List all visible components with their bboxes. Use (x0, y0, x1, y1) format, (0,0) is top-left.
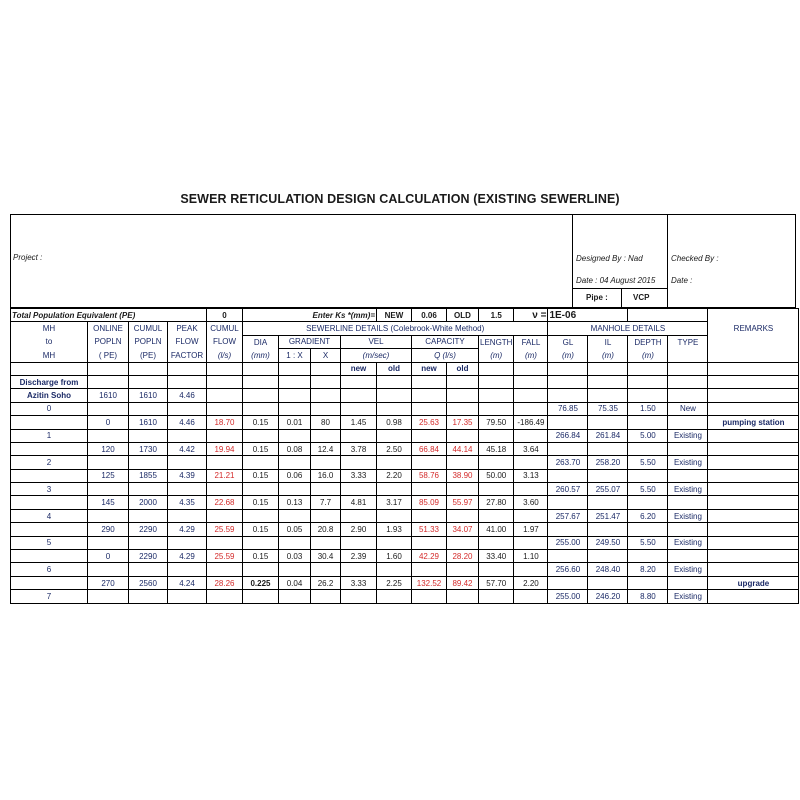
manhole-row (11, 590, 799, 603)
pipe-length: 50.00 (479, 469, 514, 482)
manhole-row (11, 429, 799, 442)
pipe-dia: 0.15 (243, 416, 279, 429)
depth: 5.50 (628, 536, 668, 549)
cumul-flow: 28.26 (207, 576, 243, 589)
depth: 5.50 (628, 456, 668, 469)
online-popln: 125 (88, 469, 129, 482)
manhole-type: Existing (668, 590, 708, 603)
pipe-length: 45.18 (479, 442, 514, 455)
peak-factor: 4.35 (168, 496, 207, 509)
summary-row: Total Population Equivalent (PE) 0 Enter Ks *(mm)= NEW 0.06 OLD 1.5 ν = 1E-06 (11, 309, 799, 322)
vel-new: 3.33 (341, 469, 377, 482)
depth: 8.80 (628, 590, 668, 603)
remark: upgrade (708, 576, 799, 589)
pipe-dia: 0.15 (243, 442, 279, 455)
gradient-x: 12.4 (311, 442, 341, 455)
invert-level: 249.50 (588, 536, 628, 549)
manhole-row (11, 509, 799, 522)
column-header-row-1: MH ONLINE CUMUL PEAK CUMUL SEWERLINE DETAILS (Colebrook-White Method) MANHOLE DETAILS REMARKS (11, 322, 799, 335)
pipe-label: Pipe : (586, 293, 608, 302)
discharge-label-row: Discharge from (11, 375, 799, 388)
pipe-length: 27.80 (479, 496, 514, 509)
capacity-old: 55.97 (447, 496, 479, 509)
cumul-flow: 18.70 (207, 416, 243, 429)
capacity-old: 34.07 (447, 523, 479, 536)
online-popln: 290 (88, 523, 129, 536)
cumul-popln: 2290 (129, 550, 168, 563)
gradient-x: 16.0 (311, 469, 341, 482)
capacity-new: 42.29 (412, 550, 447, 563)
pipe-row (11, 496, 799, 509)
column-header-row-4: new old new old (11, 362, 799, 375)
depth: 1.50 (628, 402, 668, 415)
gradient-x: 20.8 (311, 523, 341, 536)
date-checked: Date : (671, 276, 693, 285)
gradient: 0.01 (279, 416, 311, 429)
gradient: 0.03 (279, 550, 311, 563)
depth: 5.50 (628, 483, 668, 496)
pipe-fall: 3.64 (514, 442, 548, 455)
manhole-type: New (668, 402, 708, 415)
pipe-length: 79.50 (479, 416, 514, 429)
online-popln: 120 (88, 442, 129, 455)
gradient-x: 7.7 (311, 496, 341, 509)
ground-level: 76.85 (548, 402, 588, 415)
capacity-old: 44.14 (447, 442, 479, 455)
cumul-popln: 2290 (129, 523, 168, 536)
manhole-row (11, 483, 799, 496)
pipe-row (11, 550, 799, 563)
cumul-popln: 2560 (129, 576, 168, 589)
pipe-fall: 3.60 (514, 496, 548, 509)
pipe-fall: 3.13 (514, 469, 548, 482)
manhole-label: 3 (11, 483, 88, 496)
pipe-dia: 0.15 (243, 550, 279, 563)
vel-new: 1.45 (341, 416, 377, 429)
cumul-flow: 19.94 (207, 442, 243, 455)
invert-level: 255.07 (588, 483, 628, 496)
vel-old: 0.98 (377, 416, 412, 429)
ground-level: 255.00 (548, 590, 588, 603)
pipe-length: 57.70 (479, 576, 514, 589)
peak-factor: 4.24 (168, 576, 207, 589)
vel-old: 2.50 (377, 442, 412, 455)
column-header-row-3: MH ( PE) (PE) FACTOR (l/s) (mm) 1 : X X (m/sec) Q (l/s) (m) (m) (m) (m) (m) (11, 349, 799, 362)
date-designed: Date : 04 August 2015 (576, 276, 656, 285)
cumul-flow: 21.21 (207, 469, 243, 482)
online-popln: 270 (88, 576, 129, 589)
ground-level: 256.60 (548, 563, 588, 576)
cumul-flow: 25.59 (207, 523, 243, 536)
gradient-x: 26.2 (311, 576, 341, 589)
manhole-row (11, 563, 799, 576)
manhole-row (11, 536, 799, 549)
vel-old: 1.60 (377, 550, 412, 563)
capacity-new: 66.84 (412, 442, 447, 455)
vel-old: 2.25 (377, 576, 412, 589)
pipe-dia: 0.15 (243, 523, 279, 536)
cumul-popln: 1610 (129, 416, 168, 429)
pipe-length: 41.00 (479, 523, 514, 536)
manhole-type: Existing (668, 536, 708, 549)
vel-old: 1.93 (377, 523, 412, 536)
pipe-row (11, 523, 799, 536)
capacity-old: 89.42 (447, 576, 479, 589)
cumul-popln: 1730 (129, 442, 168, 455)
peak-factor: 4.46 (168, 416, 207, 429)
depth: 5.00 (628, 429, 668, 442)
manhole-row (11, 402, 799, 415)
remarks-header: REMARKS (708, 322, 799, 335)
pipe-row (11, 576, 799, 589)
invert-level: 75.35 (588, 402, 628, 415)
vel-old: 2.20 (377, 469, 412, 482)
depth: 6.20 (628, 509, 668, 522)
manhole-type: Existing (668, 429, 708, 442)
project-header (10, 214, 796, 308)
pipe-row (11, 442, 799, 455)
manhole-label: 0 (11, 402, 88, 415)
invert-level: 246.20 (588, 590, 628, 603)
page-title: SEWER RETICULATION DESIGN CALCULATION (EXISTING SEWERLINE) (180, 192, 620, 206)
manhole-label: 5 (11, 536, 88, 549)
discharge-source-row: Azitin Soho 1610 1610 4.46 (11, 389, 799, 402)
pipe-dia: 0.15 (243, 469, 279, 482)
remark (708, 496, 799, 509)
remark: pumping station (708, 416, 799, 429)
gradient: 0.04 (279, 576, 311, 589)
invert-level: 248.40 (588, 563, 628, 576)
manhole-type: Existing (668, 563, 708, 576)
manhole-row (11, 456, 799, 469)
invert-level: 258.20 (588, 456, 628, 469)
pipe-row (11, 469, 799, 482)
ground-level: 255.00 (548, 536, 588, 549)
ground-level: 266.84 (548, 429, 588, 442)
cumul-flow: 25.59 (207, 550, 243, 563)
capacity-new: 51.33 (412, 523, 447, 536)
manhole-type: Existing (668, 509, 708, 522)
remark (708, 523, 799, 536)
pipe-fall: 1.10 (514, 550, 548, 563)
online-popln: 0 (88, 416, 129, 429)
manhole-label: 4 (11, 509, 88, 522)
vel-new: 4.81 (341, 496, 377, 509)
sewerline-group-header: SEWERLINE DETAILS (Colebrook-White Method) (243, 322, 548, 335)
cumul-popln: 2000 (129, 496, 168, 509)
capacity-new: 25.63 (412, 416, 447, 429)
remark (708, 442, 799, 455)
pipe-fall: 1.97 (514, 523, 548, 536)
design-table (10, 308, 799, 604)
gradient: 0.06 (279, 469, 311, 482)
column-header-row-2: to POPLN POPLN FLOW FLOW DIA GRADIENT VEL CAPACITY LENGTH FALL GL IL DEPTH TYPE (11, 335, 799, 348)
capacity-new: 58.76 (412, 469, 447, 482)
depth: 8.20 (628, 563, 668, 576)
pipe-fall: -186.49 (514, 416, 548, 429)
manhole-group-header: MANHOLE DETAILS (548, 322, 708, 335)
gradient-x: 80 (311, 416, 341, 429)
invert-level: 261.84 (588, 429, 628, 442)
peak-factor: 4.39 (168, 469, 207, 482)
cumul-flow: 22.68 (207, 496, 243, 509)
ground-level: 260.57 (548, 483, 588, 496)
pipe-row (11, 416, 799, 429)
manhole-type: Existing (668, 483, 708, 496)
manhole-type: Existing (668, 456, 708, 469)
manhole-label: 2 (11, 456, 88, 469)
ground-level: 257.67 (548, 509, 588, 522)
vel-new: 2.90 (341, 523, 377, 536)
pipe-length: 33.40 (479, 550, 514, 563)
ground-level: 263.70 (548, 456, 588, 469)
pipe-value: VCP (633, 293, 650, 302)
pipe-dia: 0.15 (243, 496, 279, 509)
peak-factor: 4.29 (168, 523, 207, 536)
capacity-old: 28.20 (447, 550, 479, 563)
gradient-x: 30.4 (311, 550, 341, 563)
manhole-label: 1 (11, 429, 88, 442)
gradient: 0.13 (279, 496, 311, 509)
pipe-dia: 0.225 (243, 576, 279, 589)
vel-new: 2.39 (341, 550, 377, 563)
pipe-fall: 2.20 (514, 576, 548, 589)
invert-level: 251.47 (588, 509, 628, 522)
remark (708, 469, 799, 482)
capacity-old: 38.90 (447, 469, 479, 482)
vel-new: 3.33 (341, 576, 377, 589)
gradient: 0.05 (279, 523, 311, 536)
peak-factor: 4.29 (168, 550, 207, 563)
capacity-old: 17.35 (447, 416, 479, 429)
vel-old: 3.17 (377, 496, 412, 509)
remark (708, 550, 799, 563)
capacity-new: 85.09 (412, 496, 447, 509)
designed-by: Designed By : Nad (576, 254, 643, 263)
project-label: Project : (13, 253, 43, 262)
peak-factor: 4.42 (168, 442, 207, 455)
manhole-label: 6 (11, 563, 88, 576)
online-popln: 0 (88, 550, 129, 563)
gradient: 0.08 (279, 442, 311, 455)
vel-new: 3.78 (341, 442, 377, 455)
checked-by: Checked By : (671, 254, 719, 263)
capacity-new: 132.52 (412, 576, 447, 589)
online-popln: 145 (88, 496, 129, 509)
cumul-popln: 1855 (129, 469, 168, 482)
manhole-label: 7 (11, 590, 88, 603)
